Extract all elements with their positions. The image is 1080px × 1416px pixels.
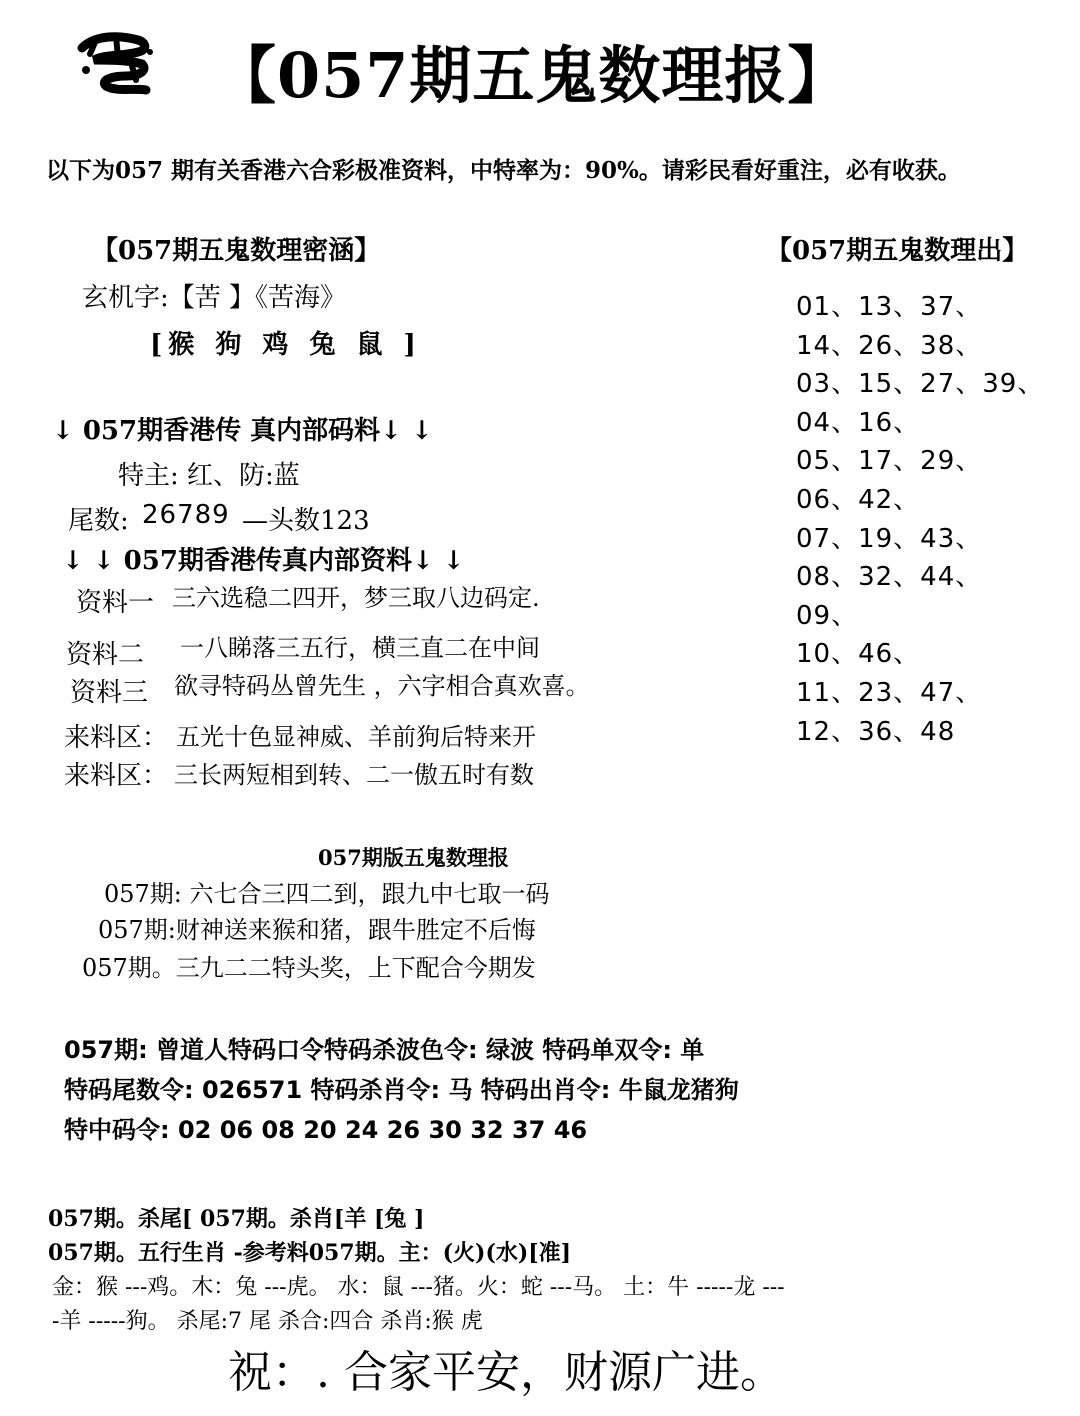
animals-line: [猴 狗 鸡 兔 鼠 ] bbox=[150, 330, 422, 360]
number-row: 14、26、38、 bbox=[796, 330, 983, 361]
middle-line: 057期。三九二二特头奖，上下配合今期发 bbox=[82, 954, 536, 982]
ziliao-text: 三六选稳二四开，梦三取八边码定. bbox=[172, 584, 540, 612]
number-row: 12、36、48 bbox=[796, 716, 956, 747]
intro-paragraph: 以下为057 期有关香港六合彩极准资料，中特率为：90%。请彩民看好重注，必有收获。 bbox=[46, 157, 961, 184]
footer-blessing: 祝：. 合家平安，财源广进。 bbox=[228, 1347, 784, 1398]
ziliao-label: 资料二 bbox=[66, 640, 145, 670]
toushu-line: —头数123 bbox=[242, 506, 370, 536]
number-row: 08、32、44、 bbox=[796, 562, 983, 593]
order-line-2: 特码尾数令: 026571 特码杀肖令: 马 特码出肖令: 牛鼠龙猪狗 bbox=[64, 1076, 739, 1104]
number-row: 10、46、 bbox=[796, 639, 921, 670]
lailiao-text: 五光十色显神威、羊前狗后特来开 bbox=[176, 723, 536, 751]
number-row: 09、 bbox=[796, 600, 859, 631]
ziliao-text: 欲寻特码丛曾先生 ，六字相合真欢喜。 bbox=[174, 672, 590, 700]
number-row: 11、23、47、 bbox=[796, 678, 983, 708]
number-row: 07、19、43、 bbox=[796, 523, 983, 554]
page-title: 【057期五鬼数理报】 bbox=[214, 39, 851, 112]
ink-logo-icon bbox=[76, 30, 156, 100]
number-row: 01、13、37、 bbox=[796, 292, 983, 322]
ziliao-label: 资料一 bbox=[76, 588, 155, 618]
order-line-3: 特中码令: 02 06 08 20 24 26 30 32 37 46 bbox=[64, 1116, 588, 1144]
ziliao-label: 资料三 bbox=[70, 678, 149, 708]
bottom-line-3: 金：猴 ---鸡。木：兔 ---虎。 水：鼠 ---猪。火：蛇 ---马。 土：牛 -----龙 --- bbox=[52, 1275, 785, 1300]
lailiao-label: 来料区： bbox=[64, 723, 169, 753]
weishu-value: 26789 bbox=[142, 500, 230, 530]
xuanji-line: 玄机字:【苦 】《苦海》 bbox=[82, 283, 347, 313]
tezhu-line: 特主: 红、防:蓝 bbox=[118, 461, 300, 491]
right-section-title: 【057期五鬼数理出】 bbox=[766, 236, 1029, 266]
order-line-1: 057期: 曾道人特码口令特码杀波色令: 绿波 特码单双令: 单 bbox=[64, 1036, 705, 1064]
number-row: 03、15、27、39、 bbox=[796, 369, 1045, 400]
inner-title-1: ↓ 057期香港传 真内部码料↓ ↓ bbox=[52, 416, 433, 446]
inner-title-2: ↓ ↓ 057期香港传真内部资料↓ ↓ bbox=[62, 546, 465, 576]
bottom-line-4: -羊 -----狗。 杀尾:7 尾 杀合:四合 杀肖:猴 虎 bbox=[52, 1309, 483, 1334]
number-row: 04、16、 bbox=[796, 407, 921, 438]
number-row: 06、42、 bbox=[796, 485, 921, 515]
left-section-title: 【057期五鬼数理密涵】 bbox=[92, 236, 381, 266]
lailiao-label: 来料区： bbox=[64, 761, 169, 791]
weishu-label: 尾数: bbox=[68, 506, 129, 536]
bottom-line-1: 057期。杀尾[ 057期。杀肖[羊 [兔 ] bbox=[48, 1206, 425, 1232]
middle-line: 057期:财神送来猴和猪，跟牛胜定不后悔 bbox=[98, 916, 536, 944]
lailiao-text: 三长两短相到转、二一傲五时有数 bbox=[174, 761, 534, 789]
middle-line: 057期: 六七合三四二到，跟九中七取一码 bbox=[104, 880, 550, 908]
bottom-line-2: 057期。五行生肖 -参考料057期。主：(火)(水)[准] bbox=[48, 1240, 572, 1266]
number-row: 05、17、29、 bbox=[796, 446, 983, 477]
ziliao-text: 一八睇落三五行，横三直二在中间 bbox=[180, 634, 540, 662]
middle-subtitle: 057期版五鬼数理报 bbox=[318, 845, 509, 870]
